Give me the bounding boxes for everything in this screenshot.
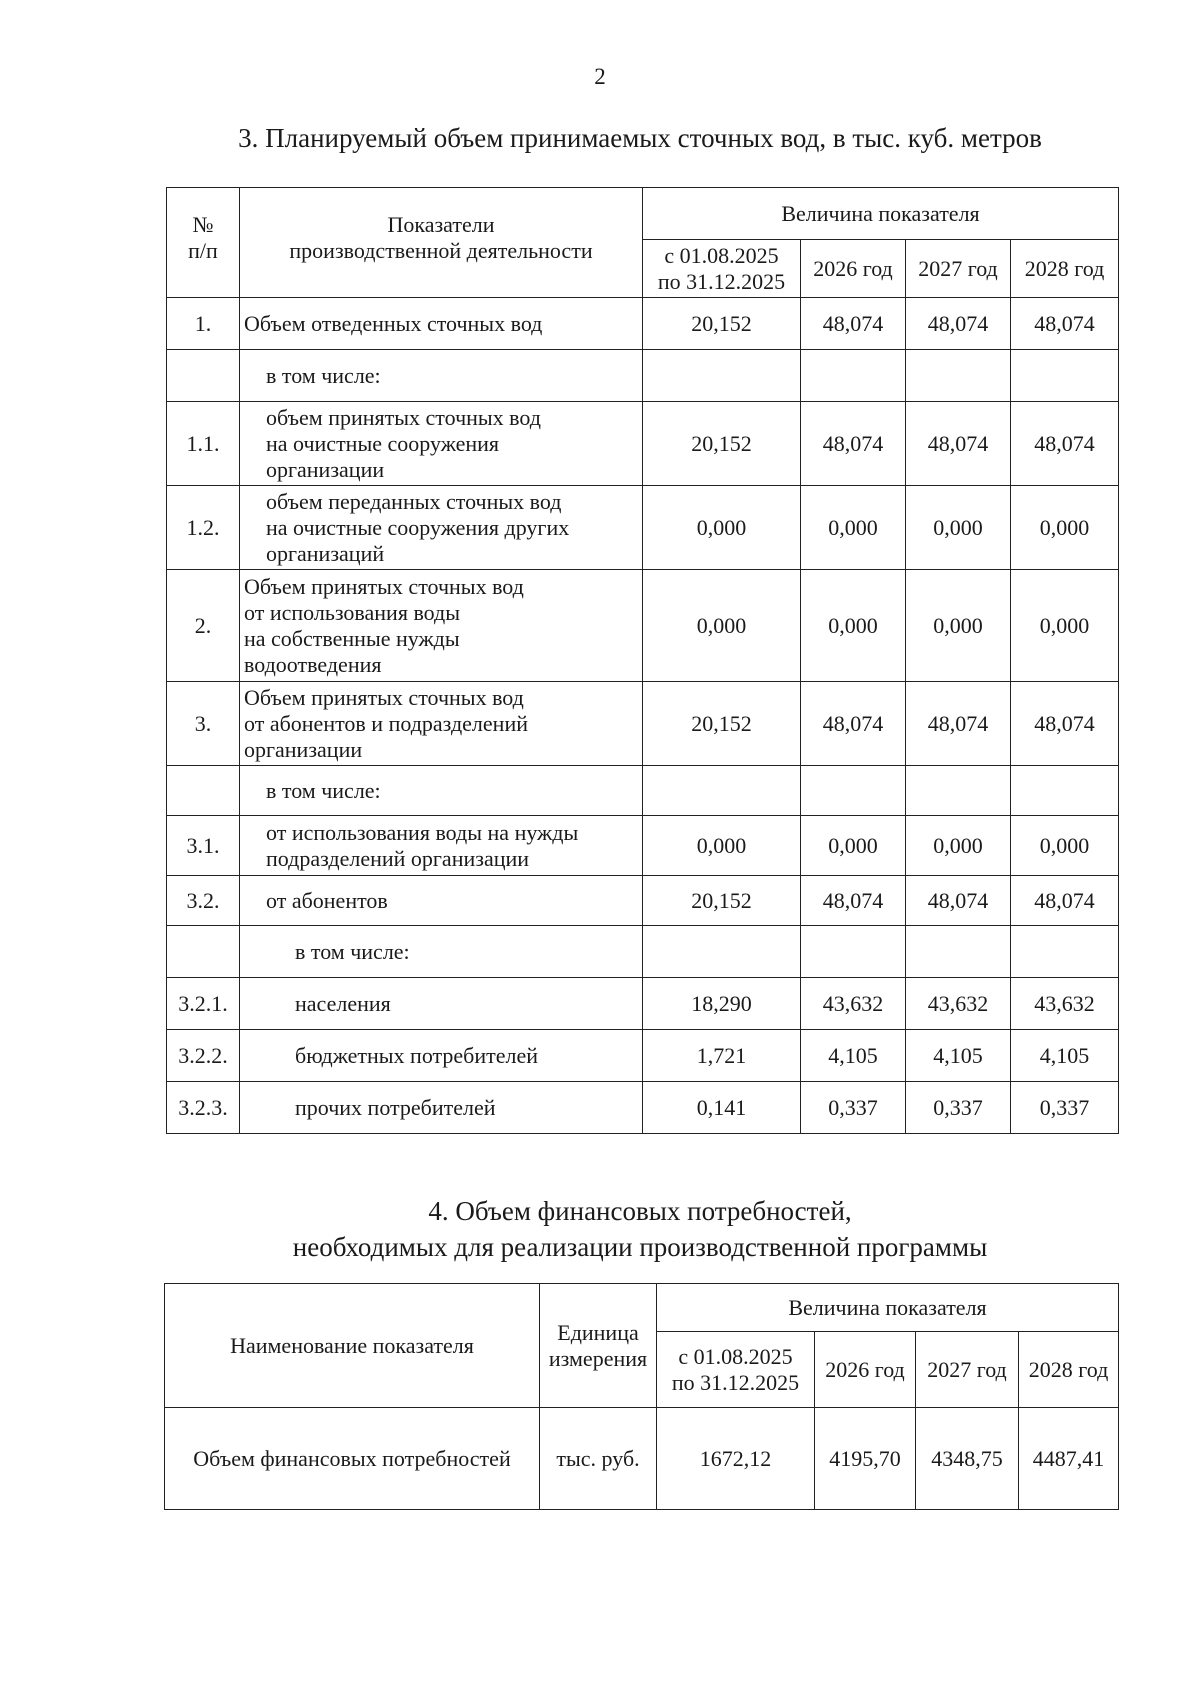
header-period: с 01.08.2025 по 31.12.2025 — [657, 1332, 815, 1408]
table-row — [167, 816, 1119, 876]
value-cell — [1011, 766, 1119, 816]
value-cell: 48,074 — [1011, 682, 1119, 766]
value-cell: 48,074 — [906, 402, 1011, 486]
value-cell: 4348,75 — [916, 1408, 1019, 1510]
value-cell: 0,000 — [643, 816, 801, 876]
section-4-title: 4. Объем финансовых потребностей, необходимых для реализации производственной программы — [292, 1196, 988, 1262]
value-cell: 0,000 — [906, 486, 1011, 570]
value-cell — [1011, 350, 1119, 402]
value-cell: 4,105 — [801, 1030, 906, 1082]
table-row — [167, 486, 1119, 570]
value-cell: 4195,70 — [815, 1408, 916, 1510]
financial-needs-table — [164, 1283, 1119, 1510]
table-row — [165, 1408, 1119, 1510]
wastewater-volume-table — [166, 187, 1119, 1134]
value-cell: 48,074 — [801, 682, 906, 766]
row-number: 1. — [167, 298, 240, 350]
value-cell: 48,074 — [1011, 876, 1119, 926]
header-period: 2027 год — [916, 1332, 1019, 1408]
value-cell: 20,152 — [643, 402, 801, 486]
value-cell: 48,074 — [906, 876, 1011, 926]
value-cell: 0,000 — [801, 816, 906, 876]
value-cell: 4487,41 — [1019, 1408, 1119, 1510]
value-cell — [801, 926, 906, 978]
indicator-name: объем принятых сточных вод на очистные сооружения организации — [240, 402, 643, 486]
table-row — [167, 350, 1119, 402]
value-cell: 48,074 — [801, 402, 906, 486]
value-cell — [906, 926, 1011, 978]
value-cell: 18,290 — [643, 978, 801, 1030]
row-number: 3.2.3. — [167, 1082, 240, 1134]
value-cell: 4,105 — [906, 1030, 1011, 1082]
value-cell: 0,000 — [1011, 816, 1119, 876]
value-cell: 0,000 — [801, 570, 906, 682]
table-row — [167, 876, 1119, 926]
row-number: 3.1. — [167, 816, 240, 876]
value-cell: 0,000 — [643, 570, 801, 682]
header-row-number: № п/п — [167, 188, 240, 298]
header-period: с 01.08.2025 по 31.12.2025 — [643, 240, 801, 298]
header-unit: Единица измерения — [540, 1284, 657, 1408]
row-number — [167, 926, 240, 978]
value-cell: 0,000 — [801, 486, 906, 570]
value-cell: 43,632 — [1011, 978, 1119, 1030]
row-number: 3.2.1. — [167, 978, 240, 1030]
indicator-name: в том числе: — [240, 766, 643, 816]
value-cell — [1011, 926, 1119, 978]
value-cell: 0,141 — [643, 1082, 801, 1134]
value-cell: 0,337 — [906, 1082, 1011, 1134]
indicator-name: населения — [240, 978, 643, 1030]
page-number: 2 — [594, 64, 606, 89]
value-cell: 1,721 — [643, 1030, 801, 1082]
row-number: 3.2. — [167, 876, 240, 926]
value-cell: 0,337 — [1011, 1082, 1119, 1134]
row-number: 3. — [167, 682, 240, 766]
indicator-name: Объем отведенных сточных вод — [240, 298, 643, 350]
table-row — [167, 570, 1119, 682]
indicator-name: бюджетных потребителей — [240, 1030, 643, 1082]
value-cell: 48,074 — [906, 298, 1011, 350]
header-period: 2026 год — [801, 240, 906, 298]
row-number: 1.2. — [167, 486, 240, 570]
table-row — [167, 402, 1119, 486]
value-cell — [801, 766, 906, 816]
indicator-name: Объем принятых сточных вод от абонентов и подразделений организации — [240, 682, 643, 766]
value-cell: 0,000 — [1011, 486, 1119, 570]
value-cell: 48,074 — [1011, 402, 1119, 486]
value-cell: 20,152 — [643, 298, 801, 350]
table-row — [167, 682, 1119, 766]
table-row — [167, 978, 1119, 1030]
header-indicator: Показатели производственной деятельности — [240, 188, 643, 298]
indicator-name: Объем финансовых потребностей — [165, 1408, 540, 1510]
header-period: 2028 год — [1019, 1332, 1119, 1408]
table-row — [167, 1082, 1119, 1134]
value-cell: 48,074 — [1011, 298, 1119, 350]
table-row — [167, 926, 1119, 978]
value-cell: 0,337 — [801, 1082, 906, 1134]
table-row — [167, 766, 1119, 816]
indicator-name: в том числе: — [240, 350, 643, 402]
header-period: 2027 год — [906, 240, 1011, 298]
row-number: 1.1. — [167, 402, 240, 486]
value-cell — [643, 766, 801, 816]
value-cell — [906, 350, 1011, 402]
value-cell: 4,105 — [1011, 1030, 1119, 1082]
unit-cell: тыс. руб. — [540, 1408, 657, 1510]
table-row — [167, 1030, 1119, 1082]
header-period: 2026 год — [815, 1332, 916, 1408]
indicator-name: в том числе: — [240, 926, 643, 978]
indicator-name: прочих потребителей — [240, 1082, 643, 1134]
header-period: 2028 год — [1011, 240, 1119, 298]
header-value-group: Величина показателя — [657, 1284, 1119, 1332]
section-3-title: 3. Планируемый объем принимаемых сточных вод, в тыс. куб. метров — [238, 123, 1042, 153]
row-number — [167, 766, 240, 816]
value-cell: 48,074 — [801, 298, 906, 350]
row-number: 2. — [167, 570, 240, 682]
table-row — [167, 298, 1119, 350]
value-cell: 1672,12 — [657, 1408, 815, 1510]
row-number — [167, 350, 240, 402]
value-cell: 20,152 — [643, 682, 801, 766]
value-cell — [643, 350, 801, 402]
indicator-name: от абонентов — [240, 876, 643, 926]
value-cell: 0,000 — [643, 486, 801, 570]
value-cell — [643, 926, 801, 978]
value-cell — [906, 766, 1011, 816]
row-number: 3.2.2. — [167, 1030, 240, 1082]
value-cell: 20,152 — [643, 876, 801, 926]
value-cell: 43,632 — [906, 978, 1011, 1030]
value-cell: 43,632 — [801, 978, 906, 1030]
header-indicator-name: Наименование показателя — [165, 1284, 540, 1408]
value-cell: 48,074 — [801, 876, 906, 926]
indicator-name: от использования воды на нужды подразделений организации — [240, 816, 643, 876]
value-cell: 48,074 — [906, 682, 1011, 766]
value-cell: 0,000 — [906, 816, 1011, 876]
value-cell: 0,000 — [1011, 570, 1119, 682]
indicator-name: объем переданных сточных вод на очистные сооружения других организаций — [240, 486, 643, 570]
indicator-name: Объем принятых сточных вод от использования воды на собственные нужды водоотведения — [240, 570, 643, 682]
value-cell — [801, 350, 906, 402]
header-value-group: Величина показателя — [643, 188, 1119, 240]
value-cell: 0,000 — [906, 570, 1011, 682]
